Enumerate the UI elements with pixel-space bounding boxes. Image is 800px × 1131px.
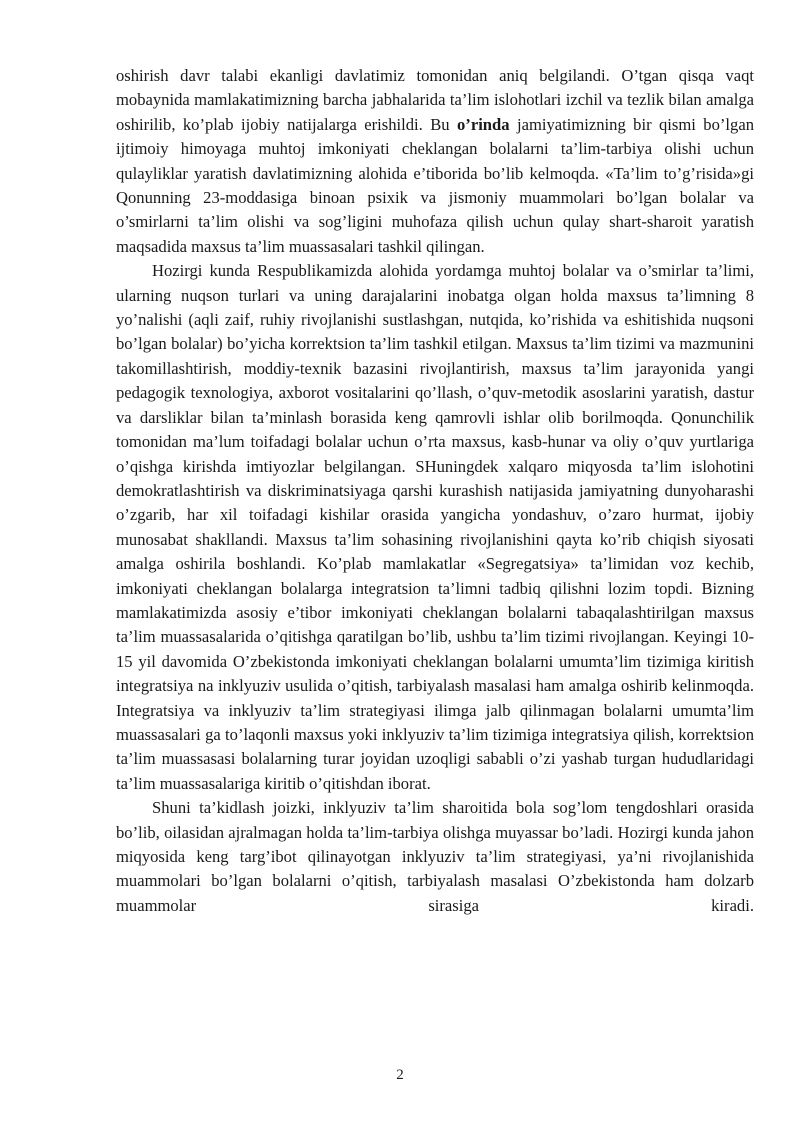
bold-text: o’rinda	[457, 114, 510, 134]
paragraph: Shuni ta’kidlash joizki, inklyuziv ta’lim sharoitida bola sog’lom tengdoshlari orasida bo’lib, oilasidan ajralmagan holda ta’lim-tarbiya olishga muyassar bo’ladi. Hozirgi kunda jahon miqyosida keng targ’ibot qilinayotgan inklyuziv ta’lim strategiyasi, ya’ni rivojlanishida muammolari bo’lgan bolalarni o’qitish, tarbiyalash masalasi O’zbekistonda ham dolzarb muammolar sirasiga kiradi.	[116, 798, 754, 915]
paragraph: Hozirgi kunda Respublikamizda alohida yordamga muhtoj bolalar va o’smirlar ta’limi, ularning nuqson turlari va uning darajalarini inobatga olgan holda maxsus ta’limning 8 yo’nalishi (aqli zaif, ruhiy rivojlanishi sustlashgan, nutqida, ko’rishida va eshitishida nuqsoni bo’lgan bolalar) bo’yicha korrektsion ta’lim tashkil etilgan. Maxsus ta’lim tizimi va mazmunini takomillashtirish, moddiy-texnik bazasini rivojlantirish, maxsus ta’lim jarayonida yangi pedagogik texnologiya, axborot vositalarini qo’llash, o’quv-metodik asoslarini yaratish, dastur va darsliklar bilan ta’minlash borasida keng qamrovli ishlar olib borilmoqda. Qonunchilik tomonidan ma’lum toifadagi bolalar uchun o’rta maxsus, kasb-hunar va oliy o’quv yurtlariga o’qishga kirishda imtiyozlar belgilangan. SHuningdek xalqaro miqyosda ta’lim islohotini demokratlashtirish va diskriminatsiyaga qarshi kurashish natijasida jamiyatning dunyoharashi o’zgarib, har xil toifadagi kishilar orasida yangicha yondashuv, o’zaro hurmat, ijobiy munosabat shakllandi. Maxsus ta’lim sohasining rivojlanishini qayta ko’rib chiqish siyosati amalga oshirila boshlandi. Ko’plab mamlakatlar «Segregatsiya» ta’limidan voz kechib, imkoniyati cheklangan bolalarga integratsion ta’limni tadbiq qilishni lozim topdi. Bizning mamlakatimizda asosiy e’tibor imkoniyati cheklangan bolalarni tabaqalashtirilgan maxsus ta’lim muassasalarida o’qitishga qaratilgan bo’lib, ushbu ta’lim tizimi rivojlangan. Keyingi 10-15 yil davomida O’zbekistonda imkoniyati cheklangan bolalarni umumta’lim tizimiga kiritish integratsiya na inklyuziv usulida o’qitish, tarbiyalash masalasi ham amalga oshirib kelinmoqda. Integratsiya va inklyuziv ta’lim strategiyasi ilimga jalb qilinmagan bolalarni umumta’lim muassasalari ga to’laqonli maxsus yoki inklyuziv ta’lim tizimiga integratsiya qilish, korrektsion ta’lim muassasasi bolalarning turar joyidan uzoqligi sababli o’zi yashab turgan hududlaridagi ta’lim muassasalariga kiritib o’qitishdan iborat.	[116, 261, 754, 793]
document-page	[116, 64, 754, 918]
paragraph-text: oshirish davr talabi ekanligi davlatimiz tomonidan aniq belgilandi. O’tgan qisqa vaqt mobaynida mamlakatimizning barcha jabhalarida ta’lim islohotlari izchil va tezlik bilan amalga oshirilib, ko’plab ijobiy natijalarga erishildi. Bu	[116, 66, 754, 134]
page-number: 2	[396, 1067, 404, 1083]
paragraph	[116, 64, 754, 259]
paragraph-text: jamiyatimizning bir qismi bo’lgan ijtimoiy himoyaga muhtoj imkoniyati cheklangan bolalarni ta’lim-tarbiya olishi uchun qulayliklar yaratish davlatimizning alohida e’tiborida bo’lib kelmoqda. «Ta’lim to’g’risida»gi Qonunning 23-moddasiga binoan psixik va jismoniy muammolari bo’lgan bolalar va o’smirlarni ta’lim olishi va sog’ligini muhofaza qilish uchun qulay shart-sharoit yaratish maqsadida maxsus ta’lim muassasalari tashkil qilingan.	[116, 114, 754, 256]
